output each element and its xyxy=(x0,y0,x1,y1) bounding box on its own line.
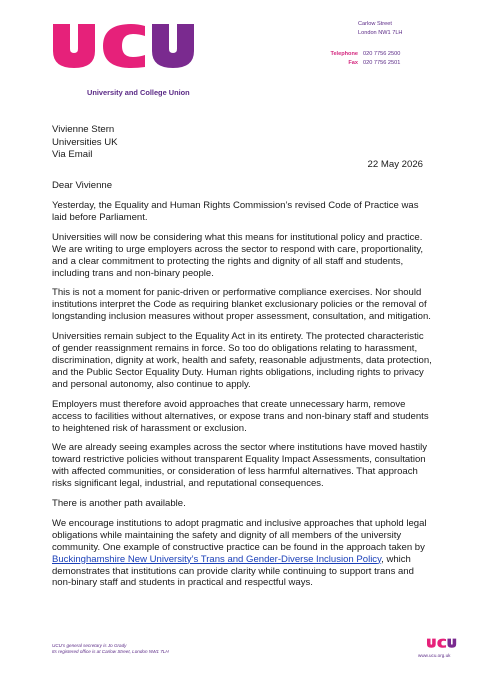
recipient-block xyxy=(52,124,118,162)
footer-notes xyxy=(52,643,169,655)
body-paragraph: There is another path available. xyxy=(52,498,186,510)
contact-telephone xyxy=(318,50,400,59)
ucu-footer-logo xyxy=(427,636,457,650)
paragraph-text: , which demonstrates that institutions can provide clarity while continuing to support trans and non-binary staff and students in practical and respectful ways. xyxy=(52,553,414,589)
recipient-line: Vivienne Stern xyxy=(52,124,115,135)
recipient-line: Via Email xyxy=(52,149,93,161)
ucu-logo-mark xyxy=(53,22,198,68)
recipient-line: Universities UK xyxy=(52,136,118,148)
sender-address xyxy=(358,20,402,38)
contact-label: Fax xyxy=(348,60,358,66)
body-paragraph: Yesterday, the Equality and Human Rights Commission’s revised Code of Practice was laid before Parliament. xyxy=(52,200,419,223)
salutation: Dear Vivienne xyxy=(52,180,113,191)
contact-value: 020 7756 2501 xyxy=(363,60,401,66)
letter-date: 22 May 2026 xyxy=(367,159,423,170)
policy-link[interactable]: Buckinghamshire New University’s Trans and Gender-Diverse Inclusion Policy xyxy=(52,553,382,565)
letter-body xyxy=(52,200,434,597)
contact-value: 020 7756 2500 xyxy=(363,51,401,57)
footer-website: www.ucu.org.uk xyxy=(418,653,451,658)
body-paragraph: Universities will now be considering what this means for institutional policy and practice. We are writing to urge employers across the sector to respond with care, proportionality, and a clear commitment to protecting the rights and dignity of all staff and students, including trans and non-binary people. xyxy=(52,231,424,279)
body-paragraph: Employers must therefore avoid approaches that create unnecessary harm, remove access to facilities without alternatives, or expose trans and non-binary staff and students to heightened risk of harassment or exclusion. xyxy=(52,398,429,434)
body-paragraph-final xyxy=(52,518,434,589)
body-paragraph: This is not a moment for panic-driven or performative compliance exercises. Nor should institutions interpret the Code as requiring blanket exclusionary policies or the removal of longstanding inclusion measures without proper assessment, consultation, and mitigation. xyxy=(52,287,431,323)
body-paragraph: Universities remain subject to the Equality Act in its entirety. The protected characteristic of gender reassignment remains in force. So too do obligations relating to harassment, discrimination, dignity at work, health and safety, reasonable adjustments, data protection, and the Public Sector Equality Duty. Human rights obligations, including rights to privacy and personal autonomy, also continue to apply. xyxy=(52,331,432,390)
address-line: London NW1 7LH xyxy=(358,30,403,36)
contact-label: Telephone xyxy=(330,51,358,57)
ucu-logo xyxy=(53,22,198,97)
address-line: Carlow Street xyxy=(358,21,392,27)
contact-details xyxy=(318,50,400,68)
footer-line: Its registered office is at Carlow Street, London NW1 7LH xyxy=(52,649,169,654)
contact-fax xyxy=(318,59,400,68)
footer-line: UCU’s general secretary is Jo Grady xyxy=(52,643,127,648)
paragraph-text: We encourage institutions to adopt pragmatic and inclusive approaches that uphold legal obligations while maintaining the safety and dignity of all members of the university community. One example of constructive practice can be found in the approach taken by xyxy=(52,517,427,553)
logo-wordmark: University and College Union xyxy=(87,88,190,97)
body-paragraph: We are already seeing examples across the sector where institutions have moved hastily toward restrictive policies without transparent Equality Impact Assessments, consultation with affected communities, or consideration of less harmful alternatives. That approach risks significant legal, industrial, and reputational consequences. xyxy=(52,442,427,490)
